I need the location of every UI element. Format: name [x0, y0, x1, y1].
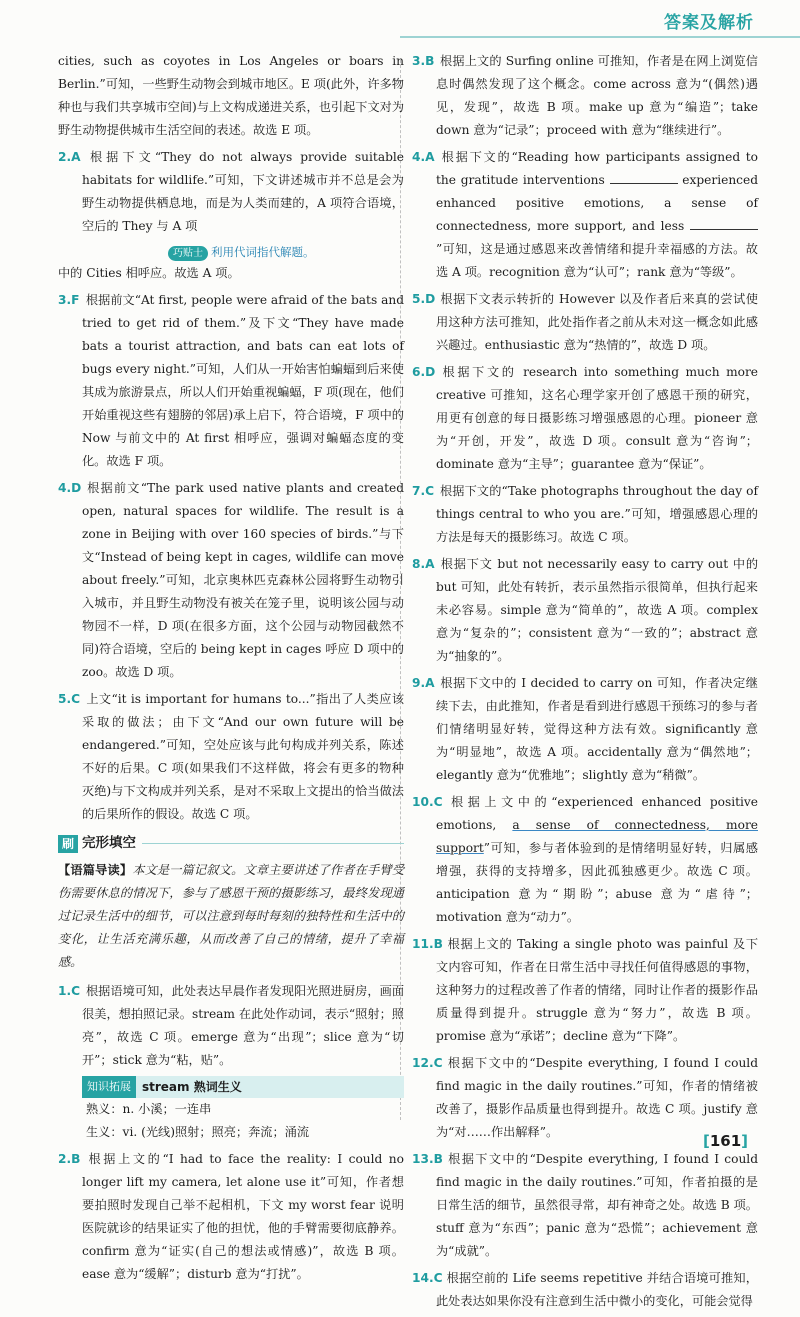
answer-item — [412, 1148, 758, 1263]
answer-item — [412, 146, 758, 284]
answer-label: 5.D — [412, 292, 436, 306]
knowledge-box-header — [82, 1076, 404, 1098]
answer-text: 根据下文表示转折的 However 以及作者后来真的尝试使用这种方法可推知，此处指作者之前从未对这一概念如此感兴趣过。enthusiastic 意为“热情的”，故选 D 项。 — [436, 292, 758, 352]
answer-item — [412, 1267, 758, 1313]
answer-text: 根据语境可知，此处表达早晨作者发现阳光照进厨房，画面很美，想拍照记录。stream 在此处作动词，表示“照射；照亮”，故选 C 项。emerge 意为“出现”；slice 意为“切开”；stick 意为“粘，贴”。 — [82, 984, 405, 1067]
guide-text: 本文是一篇记叙文。文章主要讲述了作者在手臂受伤需要休息的情况下，参与了感恩干预的摄影练习，最终发现通过记录生活中的细节，可以注意到每时每刻的独特性和生活中的变化，让生活充满乐趣，从而改善了自己的情绪，提升了幸福感。 — [58, 863, 405, 969]
answer-label: 2.A — [58, 150, 81, 164]
answer-text: 根据下文 but not necessarily easy to carry out 中的 but 可知，此处有转折，表示虽然指示很简单，但执行起来未必容易。simple 意为“简单的”，故选 A 项。complex 意为“复杂的”；consistent 意为“一致的”；abstract 意为“抽象的”。 — [436, 557, 759, 663]
answer-text: 根据前文“At first, people were afraid of the bats and tried to get rid of them.”及下文“They have made bats a tourist attraction, and bats can eat lots of bugs every night.”可知，人们从一开始害怕蝙蝠到后来使其成为旅游景点，所以人们开始重视蝙蝠，F 项(现在，他们开始重视这些有翅膀的邻居)承上启下，符合语境，F 项中的 Now 与前文中的 At first 相呼应，强调对蝙蝠态度的变化。故选 F 项。 — [82, 293, 405, 468]
knowledge-line: 熟义：n. 小溪；一连串 — [86, 1102, 212, 1116]
answer-label: 4.D — [58, 481, 82, 495]
section-heading — [58, 832, 404, 855]
answer-label: 13.B — [412, 1152, 443, 1166]
answer-label: 7.C — [412, 484, 435, 498]
answer-text: ”可知，参与者体验到的是情绪明显好转，归属感增强，获得的支持增多，因此孤独感更少。故选 C 项。anticipation 意为“期盼”；abuse 意为“虐待”；motivation 意为“动力”。 — [436, 841, 758, 924]
reading-guide — [58, 859, 404, 974]
answer-item — [412, 50, 758, 142]
answer-text: experienced enhanced positive emotions, a sense of connectedness, more support, and less — [436, 173, 759, 233]
answer-label: 10.C — [412, 795, 443, 809]
answer-text: ”可知，这是通过感恩来改善情绪和提升幸福感的方法。故选 A 项。recognition 意为“认可”；rank 意为“等级”。 — [436, 242, 758, 279]
answer-text: 根据下文的“Take photographs throughout the day of things central to who you are.”可知，增强感恩心理的方法是每天的摄影练习。故选 C 项。 — [436, 484, 758, 544]
knowledge-line: 生义：vi. (光线)照射；照亮；奔流；涌流 — [86, 1125, 310, 1139]
answer-item — [58, 1148, 404, 1286]
answer-item — [58, 477, 404, 684]
answer-item — [412, 361, 758, 476]
right-column — [412, 50, 758, 1317]
answer-text: 上文“it is important for humans to...”指出了人类应该采取的做法；由下文“And our own future will be endangered.”可知，空处应该与此句构成并列关系，陈述不好的后果。C 项(如果我们不这样做，将会有更多的物种灭绝)与下文构成并列关系，是对不采取上文提出的恰当做法的后果所作的假设。故选 C 项。 — [82, 692, 405, 821]
blank-line — [690, 217, 758, 230]
page-header — [0, 0, 800, 32]
answer-label: 12.C — [412, 1056, 443, 1070]
answer-item — [412, 791, 758, 929]
answer-item — [412, 933, 758, 1048]
tip-badge: 巧贴士 — [168, 246, 208, 261]
answer-label: 4.A — [412, 150, 435, 164]
answer-text: 根据上文中的“experienced enhanced positive emotions, — [436, 795, 758, 832]
knowledge-badge: 知识拓展 — [82, 1076, 136, 1098]
page-number: [161] — [702, 1132, 748, 1150]
answer-label: 3.B — [412, 54, 435, 68]
answer-text: 根据前文“The park used native plants and created open, natural spaces for wildlife. The result is a zone in Beijing with over 160 species of birds.”与下文“Instead of being kept in cages, wildlife can move about freely.”可知，北京奥林匹克森林公园将野生动物引入城市，并且野生动物没有被关在笼子里，说明该公园与动物园不一样，D 项(在很多方面，这个公园与动物园截然不同)符合语境，空后的 being kept in cages 呼应 D 项中的 zoo。故选 D 项。 — [82, 481, 404, 679]
section-rule — [142, 843, 404, 844]
answer-item — [58, 289, 404, 473]
answer-label: 8.A — [412, 557, 435, 571]
answer-label: 3.F — [58, 293, 80, 307]
answer-item — [412, 1052, 758, 1144]
knowledge-word: stream 熟词生义 — [142, 1080, 242, 1094]
guide-label: 【语篇导读】 — [58, 863, 133, 877]
answer-item — [58, 980, 404, 1072]
answer-label: 1.C — [58, 984, 81, 998]
section-badge: 刷 — [58, 835, 78, 853]
answer-label: 14.C — [412, 1271, 443, 1285]
section-title: 完形填空 — [82, 835, 137, 851]
answer-text: 根据空前的 Life seems repetitive 并结合语境可推知，此处表达如果你没有注意到生活中微小的变化，可能会觉得 — [436, 1271, 758, 1308]
underlined-quote: a sense of connectedness, more support — [436, 818, 758, 855]
answer-text: 根据下文中的“Despite everything, I found I could find magic in the daily routines.”可知，作者的情绪被改善了，摄影作品质量也得到提升。故选 C 项。justify 意为“对……作出解释”。 — [436, 1056, 759, 1139]
knowledge-box — [82, 1076, 404, 1144]
answer-item — [58, 146, 404, 238]
answer-item — [412, 672, 758, 787]
answer-label: 6.D — [412, 365, 436, 379]
answer-label: 2.B — [58, 1152, 81, 1166]
tip-note — [58, 242, 404, 262]
answer-item — [58, 688, 404, 826]
answer-text: 根据上文的 Surfing online 可推知，作者是在网上浏览信息时偶然发现了这个概念。come across 意为“(偶然)遇见，发现”，故选 B 项。make up 意为“编造”；take down 意为“记录”；proceed with 意为“继续进行”。 — [436, 54, 758, 137]
answer-text: 根据下文中的 I decided to carry on 可知，作者决定继续下去，由此推知，作者是看到进行感恩干预练习的参与者们情绪明显好转，觉得这种方法有效。significantly 意为“明显地”，故选 A 项。accidentally 意为“偶然地”；elegantly 意为“优雅地”；slightly 意为“稍微”。 — [436, 676, 758, 782]
blank-line — [610, 171, 678, 184]
answer-item — [412, 480, 758, 549]
answer-text-continued: 中的 Cities 相呼应。故选 A 项。 — [58, 266, 240, 280]
answer-text: 根据上文的 Taking a single photo was painful 及下文内容可知，作者在日常生活中寻找任何值得感恩的事物，这种努力的过程改善了作者的情绪，同时让作者的摄影作品质量得到提升。struggle 意为“努力”，故选 B 项。promise 意为“承诺”；decline 意为“下降”。 — [436, 937, 759, 1043]
header-title: 答案及解析 — [664, 13, 754, 33]
answer-text: 根据下文的“Reading how participants assigned to the gratitude interventions — [436, 150, 759, 187]
left-column — [58, 50, 404, 1290]
answer-item — [412, 288, 758, 357]
answer-text: 根据下文的 research into something much more creative 可推知，这名心理学家开创了感恩干预的研究，用更有创意的每日摄影练习增强感恩的心理。pioneer 意为“开创，开发”，故选 D 项。consult 意为“咨询”；dominate 意为“主导”；guarantee 意为“保证”。 — [436, 365, 759, 471]
tip-text: 利用代词指代解题。 — [211, 245, 315, 259]
answer-text: 根据下文“They do not always provide suitable habitats for wildlife.”可知，下文讲述城市并不总是会为野生动物提供栖息地，而是为人类而建的，A 项符合语境，空后的 They 与 A 项 — [82, 150, 404, 233]
answer-label: 5.C — [58, 692, 81, 706]
answer-label: 11.B — [412, 937, 443, 951]
header-rule — [400, 36, 800, 38]
answer-text: 根据下文中的“Despite everything, I found I could find magic in the daily routines.”可知，作者拍摄的是日常生活的细节，虽然很寻常，却有神奇之处。故选 B 项。stuff 意为“东西”；panic 意为“恐慌”；achievement 意为“成就”。 — [436, 1152, 759, 1258]
answer-label: 9.A — [412, 676, 435, 690]
paragraph-continued: cities, such as coyotes in Los Angeles or boars in Berlin.”可知，一些野生动物会到城市地区。E 项(此外，许多物种也与我们共享城市空间)与上文构成递进关系，也引起下文对为野生动物提供城市生活空间的表述。故选 E 项。 — [58, 54, 405, 137]
answer-item — [412, 553, 758, 668]
answer-text: 根据上文的“I had to face the reality: I could no longer lift my camera, let alone use it”可知，作者想要拍照时发现自己举不起相机，下文 my worst fear 说明医院就诊的结果证实了他的担忧，他的手臂需要彻底静养。confirm 意为“证实(自己的想法或情感)”，故选 B 项。ease 意为“缓解”；disturb 意为“打扰”。 — [82, 1152, 404, 1281]
